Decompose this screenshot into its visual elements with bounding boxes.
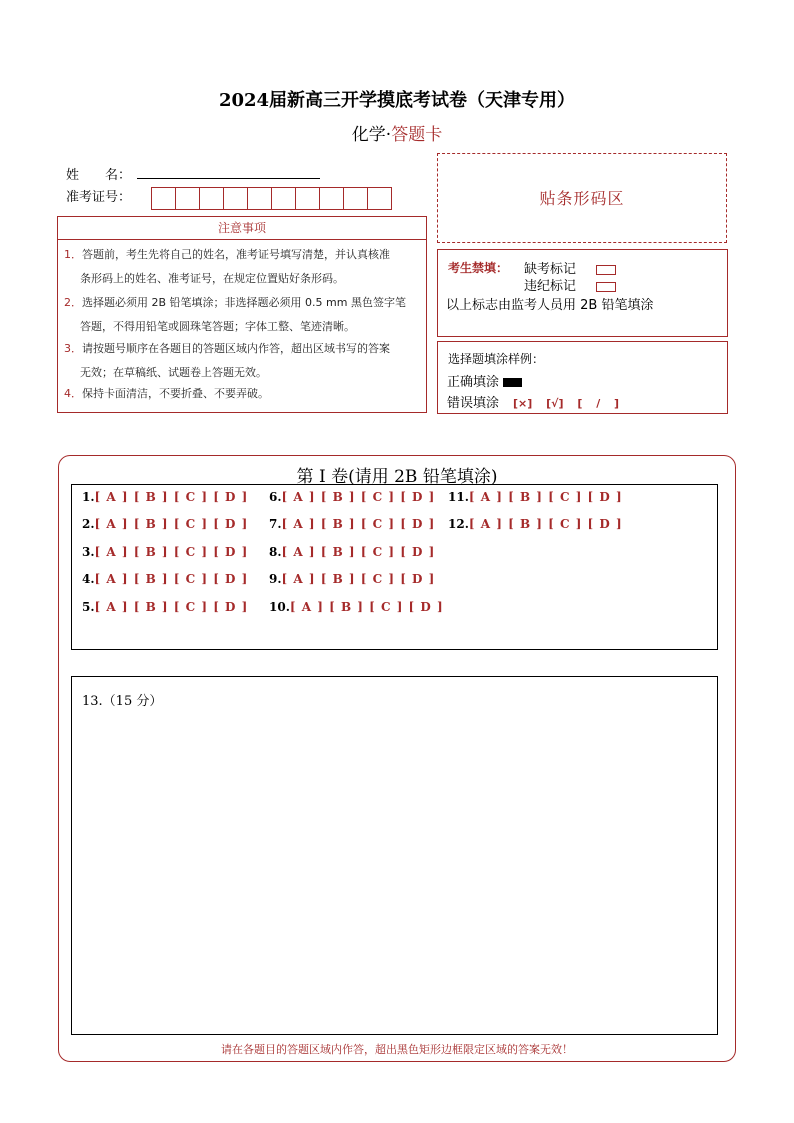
mc-question — [82, 600, 247, 614]
mc-question — [448, 490, 622, 504]
barcode-area-label: 贴条形码区 — [539, 189, 625, 208]
correct-fill-row — [447, 371, 522, 390]
mc-question-number: 2. — [82, 517, 95, 531]
mc-options[interactable]: [ A ] [ B ] [ C ] [ D ] — [468, 490, 622, 504]
id-digit-box[interactable] — [319, 187, 344, 210]
id-digit-box[interactable] — [223, 187, 248, 210]
mc-question — [269, 600, 443, 614]
question-13-answer-box[interactable] — [71, 676, 718, 1035]
id-digit-box[interactable] — [367, 187, 392, 210]
mc-question — [269, 572, 434, 586]
name-label: 姓 名： — [66, 168, 132, 183]
mc-question — [82, 545, 247, 559]
mc-question — [82, 572, 247, 586]
section-title: 第 I 卷(请用 2B 铅笔填涂) — [296, 467, 498, 487]
mc-question-number: 5. — [82, 600, 95, 614]
question-13-label: 13.（15 分） — [82, 694, 163, 709]
mc-question-number: 11. — [448, 490, 469, 504]
mc-question-number: 3. — [82, 545, 95, 559]
correct-fill-label: 正确填涂 — [447, 375, 500, 390]
mc-question-number: 1. — [82, 490, 95, 504]
mc-question — [82, 490, 247, 504]
multiple-choice-box — [71, 484, 718, 650]
mc-question — [269, 490, 434, 504]
notice-item — [64, 337, 424, 385]
notice-item-text: 请按题号顺序在各题目的答题区域内作答，超出区域书写的答案 — [82, 342, 390, 355]
id-digit-box[interactable] — [175, 187, 200, 210]
id-label: 准考证号： — [66, 190, 132, 205]
mc-options[interactable]: [ A ] [ B ] [ C ] [ D ] — [94, 572, 248, 586]
mc-question-number: 4. — [82, 572, 95, 586]
mc-options[interactable]: [ A ] [ B ] [ C ] [ D ] — [281, 572, 435, 586]
id-digit-box[interactable] — [199, 187, 224, 210]
notice-box — [57, 216, 427, 413]
mc-question-number: 10. — [269, 600, 290, 614]
notice-item-text: 答题前，考生先将自己的姓名，准考证号填写清楚，并认真核准 — [82, 248, 390, 261]
forbidden-box — [437, 249, 728, 337]
mc-question-number: 7. — [269, 517, 282, 531]
id-digit-box[interactable] — [247, 187, 272, 210]
notice-item — [64, 291, 424, 339]
absent-mark-box[interactable] — [596, 265, 616, 275]
name-field[interactable] — [137, 178, 320, 179]
forbidden-note: 以上标志由监考人员用 2B 铅笔填涂 — [446, 298, 654, 313]
answer-card-label: 答题卡 — [391, 125, 443, 145]
id-digit-box[interactable] — [295, 187, 320, 210]
id-digit-box[interactable] — [343, 187, 368, 210]
notice-item-text: 选择题必须用 2B 铅笔填涂；非选择题必须用 0.5 mm 黑色签字笔 — [82, 296, 406, 309]
mc-options[interactable]: [ A ] [ B ] [ C ] [ D ] — [94, 517, 248, 531]
fill-sample-box — [437, 341, 728, 414]
mc-options[interactable]: [ A ] [ B ] [ C ] [ D ] — [289, 600, 443, 614]
mc-question-number: 8. — [269, 545, 282, 559]
notice-item — [64, 382, 424, 406]
barcode-area — [437, 153, 727, 243]
notice-item-continuation: 无效；在草稿纸、试题卷上答题无效。 — [80, 366, 267, 379]
id-number-boxes[interactable] — [151, 187, 391, 210]
notice-item-number: 1． — [64, 248, 82, 261]
violation-mark-label: 违纪标记 — [524, 279, 577, 294]
mc-options[interactable]: [ A ] [ B ] [ C ] [ D ] — [281, 517, 435, 531]
notice-heading: 注意事项 — [58, 217, 426, 240]
wrong-fill-marks: [×] [√] [ / ] — [513, 397, 620, 410]
mc-options[interactable]: [ A ] [ B ] [ C ] [ D ] — [468, 517, 622, 531]
card-subtitle — [0, 120, 794, 145]
mc-options[interactable]: [ A ] [ B ] [ C ] [ D ] — [281, 545, 435, 559]
notice-item-continuation: 条形码上的姓名、准考证号，在规定位置贴好条形码。 — [80, 272, 344, 285]
mc-question-number: 6. — [269, 490, 282, 504]
subject-label: 化学· — [351, 125, 392, 145]
violation-mark-box[interactable] — [596, 282, 616, 292]
id-digit-box[interactable] — [151, 187, 176, 210]
filled-block-icon — [503, 378, 522, 387]
mc-options[interactable]: [ A ] [ B ] [ C ] [ D ] — [94, 600, 248, 614]
footer-warning: 请在各题目的答题区域内作答，超出黑色矩形边框限定区域的答案无效！ — [221, 1043, 573, 1056]
mc-question-number: 12. — [448, 517, 469, 531]
absent-mark-label: 缺考标记 — [524, 262, 577, 277]
notice-item-text: 保持卡面清洁，不要折叠、不要弄破。 — [82, 387, 269, 400]
mc-options[interactable]: [ A ] [ B ] [ C ] [ D ] — [94, 545, 248, 559]
notice-item — [64, 243, 424, 291]
wrong-fill-label: 错误填涂 — [447, 396, 500, 411]
exam-title: 2024届新高三开学摸底考试卷（天津专用） — [218, 90, 576, 111]
mc-options[interactable]: [ A ] [ B ] [ C ] [ D ] — [94, 490, 248, 504]
mc-question-number: 9. — [269, 572, 282, 586]
fill-sample-heading: 选择题填涂样例： — [448, 352, 545, 366]
notice-item-number: 3． — [64, 342, 82, 355]
mc-options[interactable]: [ A ] [ B ] [ C ] [ D ] — [281, 490, 435, 504]
mc-question — [269, 517, 434, 531]
violation-mark-row — [524, 275, 616, 294]
notice-item-continuation: 答题，不得用铅笔或圆珠笔答题；字体工整、笔迹清晰。 — [80, 320, 355, 333]
wrong-fill-row — [447, 392, 619, 411]
notice-item-number: 2． — [64, 296, 82, 309]
forbidden-label: 考生禁填： — [448, 261, 509, 275]
mc-question — [82, 517, 247, 531]
notice-item-number: 4． — [64, 387, 82, 400]
mc-question — [269, 545, 434, 559]
id-digit-box[interactable] — [271, 187, 296, 210]
mc-question — [448, 517, 622, 531]
